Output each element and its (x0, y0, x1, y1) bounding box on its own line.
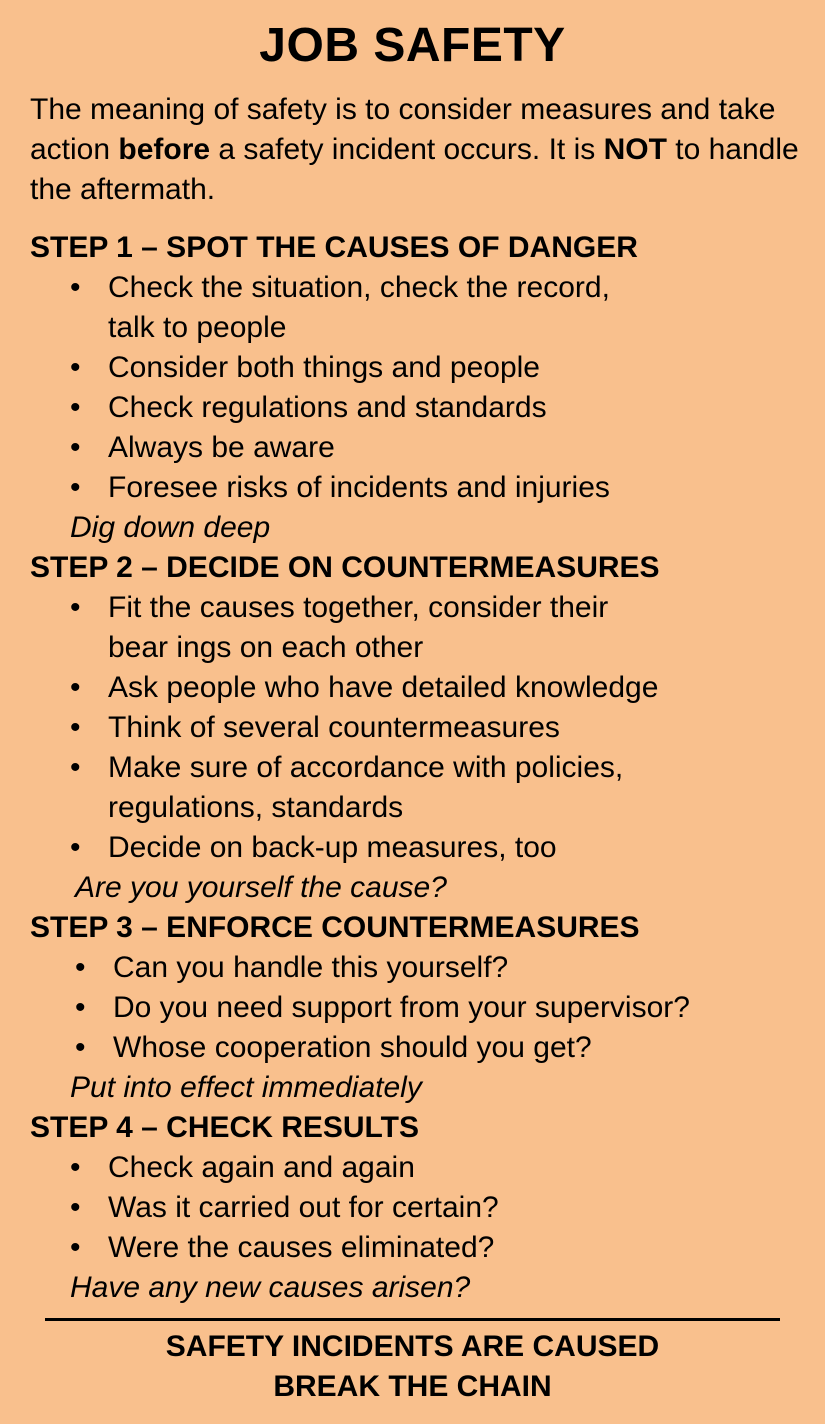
step-3-bullet-3 (75, 1028, 592, 1068)
intro-paragraph (30, 90, 810, 210)
bullet-dot-icon: • (75, 1031, 86, 1064)
step-2-note: Are you yourself the cause? (75, 871, 447, 904)
step-3-note: Put into effect immediately (70, 1071, 422, 1104)
bullet-text: Check again and again (108, 1151, 415, 1184)
bullet-text: Foresee risks of incidents and injuries (108, 471, 610, 504)
bullet-text: Think of several countermeasures (108, 711, 560, 744)
bullet-dot-icon: • (70, 1231, 81, 1264)
step-3-heading: STEP 3 – ENFORCE COUNTERMEASURES (30, 911, 640, 944)
intro-text-3: to handle the aftermath. (30, 133, 799, 206)
bullet-dot-icon: • (70, 1191, 81, 1224)
bullet-text: Decide on back-up measures, too (108, 831, 557, 864)
bullet-dot-icon: • (70, 471, 81, 504)
bullet-dot-icon: • (70, 271, 81, 304)
footer-line-2: BREAK THE CHAIN (273, 1370, 552, 1403)
bullet-text: Do you need support from your supervisor? (113, 991, 690, 1024)
step-1-bullet-1-continuation: talk to people (108, 311, 287, 344)
bullet-dot-icon: • (70, 671, 81, 704)
bullet-dot-icon: • (70, 1151, 81, 1184)
bullet-text: Consider both things and people (108, 351, 540, 384)
step-2-bullet-4 (70, 748, 623, 788)
bullet-text: Always be aware (108, 431, 335, 464)
bullet-text: Ask people who have detailed knowledge (108, 671, 659, 704)
step-2-heading: STEP 2 – DECIDE ON COUNTERMEASURES (30, 551, 660, 584)
bullet-dot-icon: • (70, 351, 81, 384)
bullet-text: Make sure of accordance with policies, (108, 751, 624, 784)
bullet-dot-icon: • (70, 711, 81, 744)
bullet-text: Check regulations and standards (108, 391, 547, 424)
bullet-dot-icon: • (70, 831, 81, 864)
step-4-bullet-3 (70, 1228, 494, 1268)
intro-text-2: a safety incident occurs. It is (210, 133, 604, 166)
step-1-bullet-5 (70, 468, 610, 508)
bullet-dot-icon: • (70, 751, 81, 784)
step-4-bullet-2 (70, 1188, 499, 1228)
bullet-dot-icon: • (70, 391, 81, 424)
bullet-text: Can you handle this yourself? (113, 951, 509, 984)
step-3-bullet-2 (75, 988, 690, 1028)
step-1-heading: STEP 1 – SPOT THE CAUSES OF DANGER (30, 231, 638, 264)
intro-bold-not: NOT (603, 133, 667, 166)
bullet-text: Was it carried out for certain? (108, 1191, 499, 1224)
intro-bold-before: before (118, 133, 211, 166)
step-4-bullet-1 (70, 1148, 415, 1188)
step-2-bullet-5 (70, 828, 557, 868)
bullet-text: Fit the causes together, consider their (108, 591, 609, 624)
step-3-bullet-1 (75, 948, 508, 988)
step-2-bullet-3 (70, 708, 560, 748)
step-2-bullet-1-continuation: bear ings on each other (108, 631, 424, 664)
step-1-note: Dig down deep (70, 511, 271, 544)
step-2-bullet-2 (70, 668, 658, 708)
bullet-text: Were the causes eliminated? (108, 1231, 495, 1264)
bullet-dot-icon: • (75, 991, 86, 1024)
step-1-bullet-4 (70, 428, 335, 468)
bullet-dot-icon: • (70, 591, 81, 624)
footer-line-1: SAFETY INCIDENTS ARE CAUSED (165, 1330, 660, 1363)
step-1-bullet-2 (70, 348, 540, 388)
step-4-heading: STEP 4 – CHECK RESULTS (30, 1111, 419, 1144)
bullet-text: Check the situation, check the record, (108, 271, 610, 304)
bullet-dot-icon: • (70, 431, 81, 464)
step-1-bullet-1 (70, 268, 610, 308)
bullet-dot-icon: • (75, 951, 86, 984)
page-title: JOB SAFETY (259, 19, 566, 72)
step-2-bullet-1 (70, 588, 608, 628)
step-2-bullet-4-continuation: regulations, standards (108, 791, 404, 824)
divider-line (45, 1318, 780, 1321)
step-4-note: Have any new causes arisen? (70, 1271, 471, 1304)
step-1-bullet-3 (70, 388, 547, 428)
bullet-text: Whose cooperation should you get? (113, 1031, 592, 1064)
intro-text-1: The meaning of safety is to consider measures and take action (30, 93, 776, 166)
